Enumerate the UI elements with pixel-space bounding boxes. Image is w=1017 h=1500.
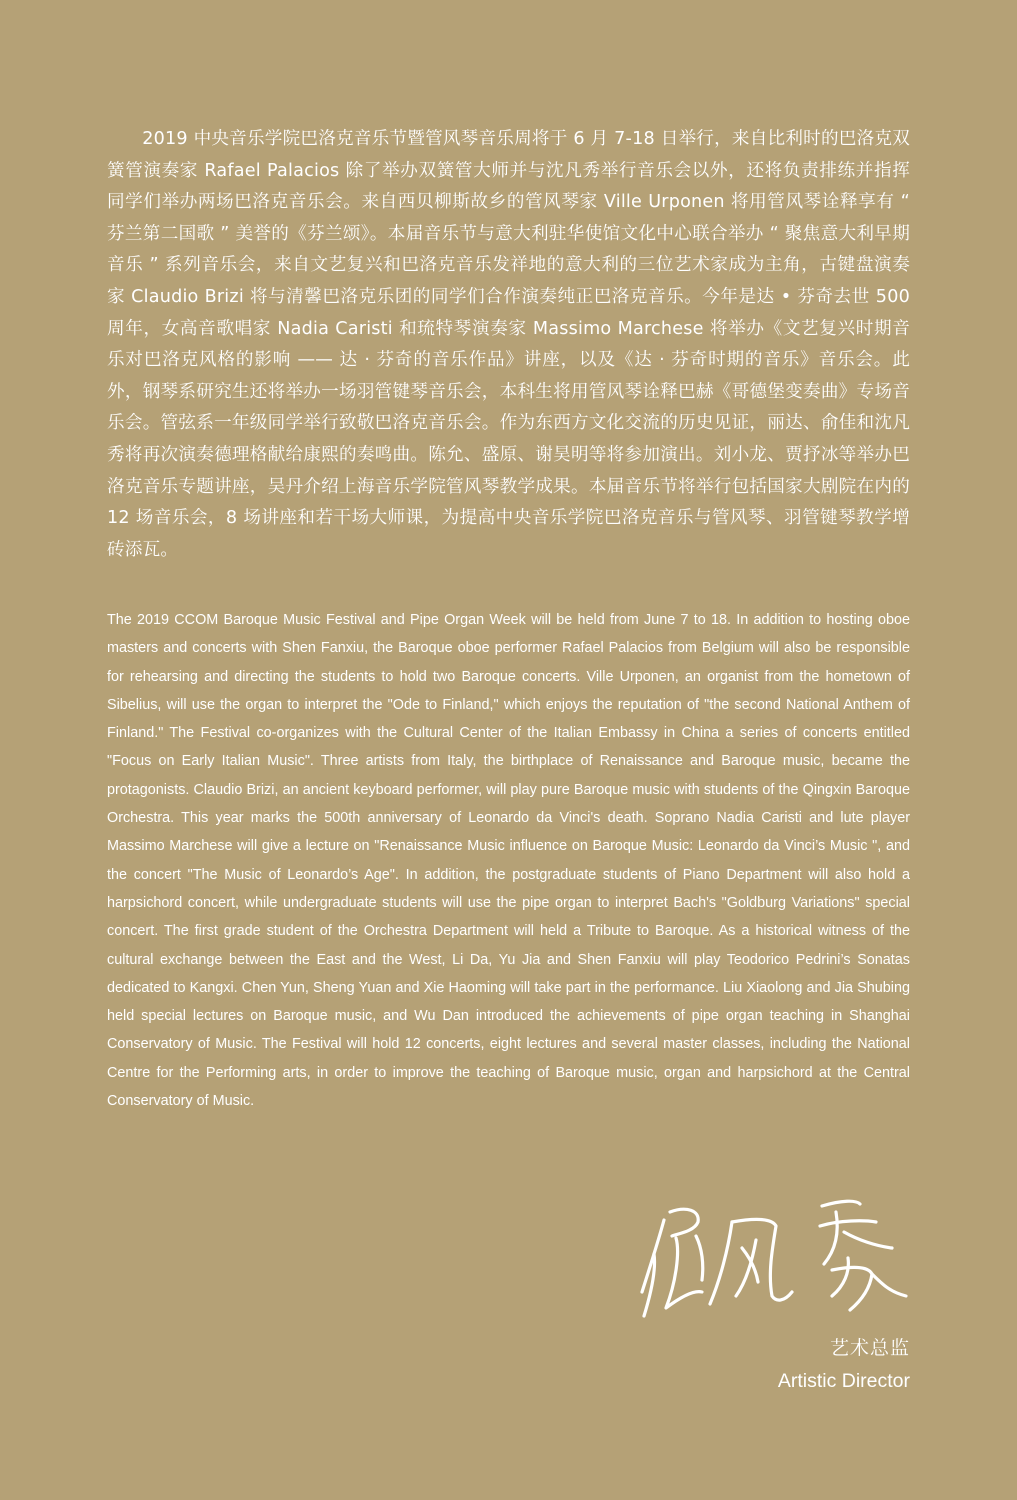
chinese-paragraph: 2019 中央音乐学院巴洛克音乐节暨管风琴音乐周将于 6 月 7-18 日举行，来自比利时的巴洛克双簧管演奏家 Rafael Palacios 除了举办双簧管大师并与沈凡秀举行音乐会以外，还将负责排练并指挥同学们举办两场巴洛克音乐会。来自西贝柳斯故乡的管风琴家 Ville Urponen 将用管风琴诠释享有 “ 芬兰第二国歌 ” 美誉的《芬兰颂》。本届音乐节与意大利驻华使馆文化中心联合举办 “ 聚焦意大利早期音乐 ” 系列音乐会，来自文艺复兴和巴洛克音乐发祥地的意大利的三位艺术家成为主角，古键盘演奏家 Claudio Brizi 将与清馨巴洛克乐团的同学们合作演奏纯正巴洛克音乐。今年是达 • 芬奇去世 500 周年，女高音歌唱家 Nadia Caristi 和琉特琴演奏家 Massimo Marchese 将举办《文艺复兴时期音乐对巴洛克风格的影响 —— 达 · 芬奇的音乐作品》讲座，以及《达 · 芬奇时期的音乐》音乐会。此外，钢琴系研究生还将举办一场羽管键琴音乐会，本科生将用管风琴诠释巴赫《哥德堡变奏曲》专场音乐会。管弦系一年级同学举行致敬巴洛克音乐会。作为东西方文化交流的历史见证，丽达、俞佳和沈凡秀将再次演奏德理格献给康熙的奏鸣曲。陈允、盛原、谢昊明等将参加演出。刘小龙、贾抒冰等举办巴洛克音乐专题讲座，吴丹介绍上海音乐学院管风琴教学成果。本届音乐节将举行包括国家大剧院在内的 12 场音乐会，8 场讲座和若干场大师课，为提高中央音乐学院巴洛克音乐与管风琴、羽管键琴教学增砖添瓦。: [107, 129, 910, 560]
english-paragraph: The 2019 CCOM Baroque Music Festival and Pipe Organ Week will be held from June 7 to 18. In addition to hosting oboe masters and concerts with Shen Fanxiu, the Baroque oboe performer Rafael Palacios from Belgium will also be responsible for rehearsing and directing the students to hold two Baroque concerts. Ville Urponen, an organist from the hometown of Sibelius, will use the organ to interpret the "Ode to Finland," which enjoys the reputation of "the second National Anthem of Finland." The Festival co-organizes with the Cultural Center of the Italian Embassy in China a series of concerts entitled "Focus on Early Italian Music". Three artists from Italy, the birthplace of Renaissance and Baroque music, became the protagonists. Claudio Brizi, an ancient keyboard performer, will play pure Baroque music with students of the Qingxin Baroque Orchestra. This year marks the 500th anniversary of Leonardo da Vinci's death. Soprano Nadia Caristi and lute player Massimo Marchese will give a lecture on "Renaissance Music influence on Baroque Music: Leonardo da Vinci’s Music ", and the concert "The Music of Leonardo’s Age". In addition, the postgraduate students of Piano Department will also hold a harpsichord concert, while undergraduate students will use the pipe organ to interpret Bach's "Goldburg Variations" special concert. The first grade student of the Orchestra Department will held a Tribute to Baroque. As a historical witness of the cultural exchange between the East and the West, Li Da, Yu Jia and Shen Fanxiu will play Teodorico Pedrini’s Sonatas dedicated to Kangxi. Chen Yun, Sheng Yuan and Xie Haoming will take part in the performance. Liu Xiaolong and Jia Shubing held special lectures on Baroque music, and Wu Dan introduced the achievements of pipe organ teaching in Shanghai Conservatory of Music. The Festival will hold 12 concerts, eight lectures and several master classes, including the National Centre for the Performing arts, in order to improve the teaching of Baroque music, organ and harpsichord at the Central Conservatory of Music.: [107, 612, 910, 1110]
director-title-chinese: 艺术总监: [829, 1337, 910, 1359]
director-title-english: Artistic Director: [777, 1370, 910, 1392]
handwritten-signature: [636, 1192, 916, 1326]
